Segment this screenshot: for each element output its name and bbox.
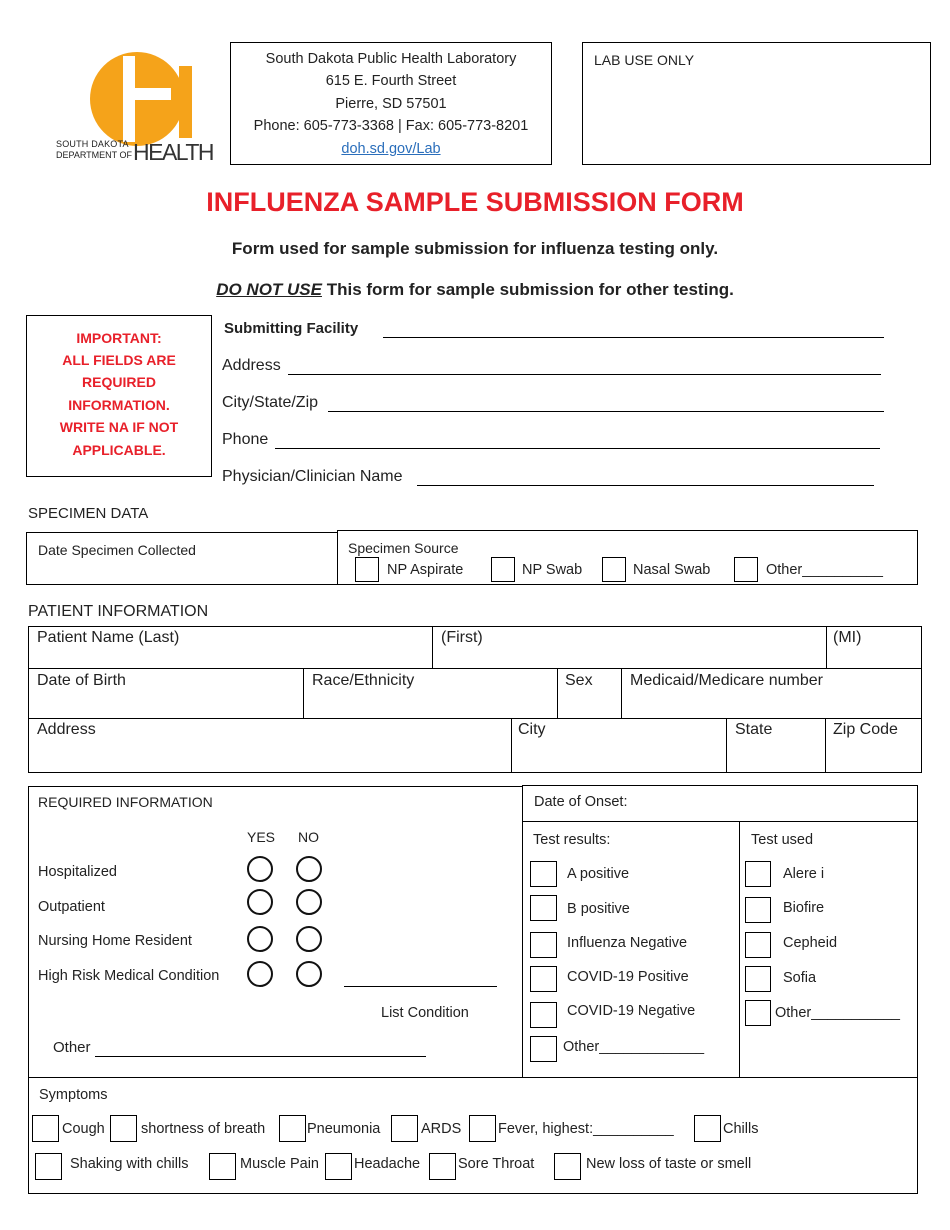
loss-taste-smell-checkbox[interactable] <box>554 1153 581 1180</box>
a-positive-label: A positive <box>567 866 630 882</box>
race-ethnicity-field[interactable]: Race/Ethnicity <box>312 672 415 689</box>
nursing-home-label: Nursing Home Resident <box>38 933 192 949</box>
np-aspirate-checkbox[interactable] <box>355 557 379 582</box>
facility-phone-label: Phone <box>222 431 269 448</box>
nasal-swab-checkbox[interactable] <box>602 557 626 582</box>
medicaid-field[interactable]: Medicaid/Medicare number <box>630 672 823 689</box>
shortness-of-breath-checkbox[interactable] <box>110 1115 137 1142</box>
form-subtitle: Form used for sample submission for influenza testing only. <box>231 239 719 258</box>
lab-street: 615 E. Fourth Street <box>325 73 457 89</box>
hospitalized-no-radio[interactable] <box>296 856 322 882</box>
covid-positive-label: COVID-19 Positive <box>567 969 689 985</box>
covid-negative-label: COVID-19 Negative <box>567 1003 696 1019</box>
specimen-heading: SPECIMEN DATA <box>28 505 149 522</box>
a-positive-checkbox[interactable] <box>530 861 557 887</box>
important-line: IMPORTANT: <box>76 330 162 346</box>
other-test-checkbox[interactable] <box>745 1000 771 1026</box>
muscle-pain-checkbox[interactable] <box>209 1153 236 1180</box>
city-state-zip-field[interactable] <box>328 411 884 412</box>
date-of-onset-cell[interactable] <box>522 785 918 822</box>
cepheid-checkbox[interactable] <box>745 932 771 958</box>
loss-taste-smell-label: New loss of taste or smell <box>586 1156 752 1172</box>
no-header: NO <box>298 829 319 845</box>
sex-field[interactable]: Sex <box>565 672 593 689</box>
fever-checkbox[interactable] <box>469 1115 496 1142</box>
health-logo-icon <box>90 52 202 148</box>
patient-state-field[interactable]: State <box>735 721 773 738</box>
hospitalized-yes-radio[interactable] <box>247 856 273 882</box>
form-warning <box>0 281 950 299</box>
divider <box>726 718 727 773</box>
cough-checkbox[interactable] <box>32 1115 59 1142</box>
logo-word: HEALTH <box>133 139 214 165</box>
list-condition-label: List Condition <box>381 1005 469 1021</box>
facility-phone-field[interactable] <box>275 448 880 449</box>
other-result-checkbox[interactable] <box>530 1036 557 1062</box>
np-swab-checkbox[interactable] <box>491 557 515 582</box>
symptoms-heading: Symptoms <box>39 1087 108 1103</box>
patient-table <box>28 626 922 773</box>
test-used-heading: Test used <box>751 832 814 848</box>
shaking-chills-label: Shaking with chills <box>70 1156 189 1172</box>
covid-positive-checkbox[interactable] <box>530 966 557 992</box>
high-risk-yes-radio[interactable] <box>247 961 273 987</box>
condition-field[interactable] <box>344 986 497 987</box>
b-positive-checkbox[interactable] <box>530 895 557 921</box>
divider <box>621 668 622 718</box>
other-source-checkbox[interactable] <box>734 557 758 582</box>
b-positive-label: B positive <box>567 901 630 917</box>
submitting-facility-label: Submitting Facility <box>224 320 359 337</box>
influenza-negative-checkbox[interactable] <box>530 932 557 958</box>
required-other-label: Other <box>53 1039 91 1056</box>
facility-address-field[interactable] <box>288 374 881 375</box>
divider <box>303 668 304 718</box>
other-source-label: Other__________ <box>766 562 883 578</box>
muscle-pain-label: Muscle Pain <box>240 1156 319 1172</box>
patient-last-name-field[interactable]: Patient Name (Last) <box>37 629 180 646</box>
date-collected-label: Date Specimen Collected <box>38 542 196 558</box>
divider <box>28 668 922 669</box>
other-test-label: Other___________ <box>775 1005 900 1021</box>
alere-label: Alere i <box>783 866 825 882</box>
test-results-heading: Test results: <box>533 832 611 848</box>
dob-field[interactable]: Date of Birth <box>37 672 126 689</box>
sofia-checkbox[interactable] <box>745 966 771 992</box>
lab-city: Pierre, SD 57501 <box>335 96 447 112</box>
nasal-swab-label: Nasal Swab <box>633 562 711 578</box>
ards-label: ARDS <box>421 1121 462 1137</box>
logo-line2: DEPARTMENT OF <box>56 150 133 160</box>
important-line: REQUIRED <box>82 374 156 390</box>
shortness-of-breath-label: shortness of breath <box>141 1121 266 1137</box>
sore-throat-checkbox[interactable] <box>429 1153 456 1180</box>
cepheid-label: Cepheid <box>783 935 838 951</box>
pneumonia-label: Pneumonia <box>307 1121 381 1137</box>
fever-label: Fever, highest:__________ <box>498 1121 674 1137</box>
warning-emphasis: DO NOT USE <box>216 280 322 299</box>
submitting-facility-field[interactable] <box>383 337 884 338</box>
ards-checkbox[interactable] <box>391 1115 418 1142</box>
nursing-home-yes-radio[interactable] <box>247 926 273 952</box>
important-notice <box>26 315 212 477</box>
date-collected-cell[interactable] <box>26 532 338 585</box>
np-aspirate-label: NP Aspirate <box>387 562 464 578</box>
lab-name: South Dakota Public Health Laboratory <box>265 51 517 67</box>
divider <box>557 668 558 718</box>
high-risk-no-radio[interactable] <box>296 961 322 987</box>
biofire-checkbox[interactable] <box>745 897 771 923</box>
physician-label: Physician/Clinician Name <box>222 468 403 485</box>
headache-label: Headache <box>354 1156 421 1172</box>
divider <box>826 626 827 668</box>
date-of-onset-label: Date of Onset: <box>534 794 628 810</box>
lab-address-box <box>230 42 552 165</box>
divider <box>511 718 512 773</box>
lab-phone: Phone: 605-773-3368 | Fax: 605-773-8201 <box>253 118 529 134</box>
sore-throat-label: Sore Throat <box>458 1156 535 1172</box>
important-line: INFORMATION. <box>68 397 170 413</box>
other-result-label: Other_____________ <box>563 1039 705 1055</box>
patient-city-field[interactable]: City <box>518 721 546 738</box>
specimen-source-label: Specimen Source <box>348 540 459 556</box>
required-heading: REQUIRED INFORMATION <box>38 794 213 810</box>
headache-checkbox[interactable] <box>325 1153 352 1180</box>
hospitalized-label: Hospitalized <box>38 864 117 880</box>
important-line: APPLICABLE. <box>72 442 166 458</box>
physician-field[interactable] <box>417 485 874 486</box>
nursing-home-no-radio[interactable] <box>296 926 322 952</box>
lab-use-only-box <box>582 42 931 165</box>
outpatient-label: Outpatient <box>38 899 105 915</box>
shaking-chills-checkbox[interactable] <box>35 1153 62 1180</box>
patient-zip-field[interactable]: Zip Code <box>833 721 898 738</box>
divider <box>825 718 826 773</box>
city-state-zip-label: City/State/Zip <box>222 394 319 411</box>
yes-header: YES <box>247 829 276 845</box>
alere-checkbox[interactable] <box>745 861 771 887</box>
warning-text: This form for sample submission for other testing. <box>321 280 734 299</box>
pneumonia-checkbox[interactable] <box>279 1115 306 1142</box>
lab-use-label: LAB USE ONLY <box>594 52 695 68</box>
chills-label: Chills <box>723 1121 759 1137</box>
divider <box>432 626 433 668</box>
outpatient-no-radio[interactable] <box>296 889 322 915</box>
important-line: ALL FIELDS ARE <box>62 352 176 368</box>
np-swab-label: NP Swab <box>522 562 583 578</box>
lab-website-link[interactable]: doh.sd.gov/Lab <box>341 141 441 157</box>
form-title: INFLUENZA SAMPLE SUBMISSION FORM <box>206 187 744 217</box>
patient-mi-field[interactable]: (MI) <box>833 629 862 646</box>
required-other-field[interactable] <box>95 1056 426 1057</box>
patient-address-field[interactable]: Address <box>37 721 96 738</box>
important-line: WRITE NA IF NOT <box>59 419 179 435</box>
outpatient-yes-radio[interactable] <box>247 889 273 915</box>
sofia-label: Sofia <box>783 970 817 986</box>
patient-heading: PATIENT INFORMATION <box>28 603 209 620</box>
chills-checkbox[interactable] <box>694 1115 721 1142</box>
influenza-negative-label: Influenza Negative <box>567 935 688 951</box>
biofire-label: Biofire <box>783 900 825 916</box>
facility-address-label: Address <box>222 357 281 374</box>
divider <box>28 718 922 719</box>
logo-line1: SOUTH DAKOTA <box>56 139 129 149</box>
cough-label: Cough <box>62 1121 105 1137</box>
patient-first-name-field[interactable]: (First) <box>441 629 483 646</box>
covid-negative-checkbox[interactable] <box>530 1002 557 1028</box>
high-risk-label: High Risk Medical Condition <box>38 968 220 984</box>
